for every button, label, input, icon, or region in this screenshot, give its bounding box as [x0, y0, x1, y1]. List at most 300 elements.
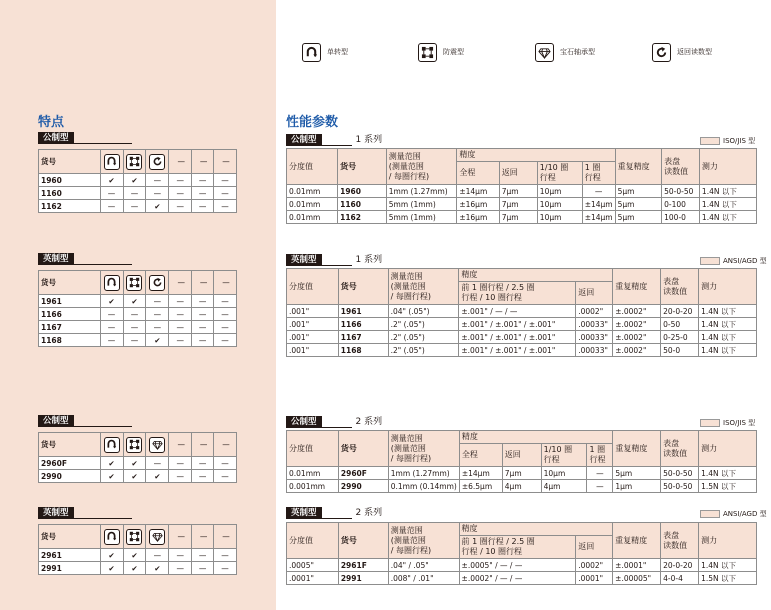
spec-cell: 1166 — [338, 318, 388, 331]
standard-label: ANSI/AGD 型 — [723, 257, 767, 265]
feature-cell: — — [214, 321, 237, 334]
spec-cell: ±.001" / ±.001" / ±.001" — [459, 344, 576, 357]
feature-cell: — — [169, 321, 192, 334]
header-item-number: 货号 — [338, 431, 388, 467]
legend-label: 单转型 — [327, 48, 348, 56]
header-item-number: 货号 — [338, 269, 388, 305]
item-number: 1960 — [39, 174, 101, 187]
feature-table — [38, 432, 237, 483]
feature-cell: — — [192, 200, 214, 213]
type-label — [38, 506, 132, 519]
spec-cell: .2" (.05") — [388, 331, 459, 344]
spec-cell: .00033" — [576, 331, 613, 344]
feature-cell: — — [214, 457, 237, 470]
spec-cell: 10μm — [537, 211, 582, 224]
header-icon-cell — [123, 150, 146, 174]
table-row — [287, 305, 757, 318]
spec-cell: ±14μm — [582, 198, 615, 211]
feature-cell: — — [192, 549, 214, 562]
feature-cell: ✔ — [100, 295, 123, 308]
feature-cell: — — [100, 334, 123, 347]
type-label-text: 公制型 — [286, 134, 322, 146]
table-header-row — [39, 525, 237, 549]
spec-cell: .2" (.05") — [388, 344, 459, 357]
feature-cell: — — [192, 470, 214, 483]
header-empty-cell: — — [192, 271, 214, 295]
header-resolution: 分度值 — [287, 431, 339, 467]
item-number: 2960F — [39, 457, 101, 470]
spec-table — [286, 268, 757, 357]
header-empty-cell: — — [169, 271, 192, 295]
feature-cell: ✔ — [146, 334, 169, 347]
header-empty-cell: — — [214, 525, 237, 549]
feature-cell: — — [146, 549, 169, 562]
shockproof-icon — [126, 275, 142, 291]
spec-cell: 7μm — [502, 467, 541, 480]
spec-cell: ±.0001" — [613, 559, 661, 572]
header-one-rev: 1 圈 行程 — [582, 162, 615, 185]
spec-cell: 50-0-50 — [662, 185, 700, 198]
spec-cell: ±.001" / ±.001" / ±.001" — [459, 331, 576, 344]
type-label-text: 英制型 — [286, 507, 322, 519]
feature-cell: — — [192, 174, 214, 187]
spec-cell: 0.001mm — [287, 480, 339, 493]
spec-cell: ±16μm — [457, 211, 499, 224]
type-label — [38, 414, 132, 427]
table-row — [287, 198, 757, 211]
legend-shockproof — [418, 41, 464, 63]
table-row — [287, 331, 757, 344]
header-empty-cell: — — [214, 433, 237, 457]
spec-cell: 10μm — [541, 467, 587, 480]
header-icon-cell — [100, 525, 123, 549]
shockproof-icon — [126, 529, 142, 545]
header-retrace: 返回 — [576, 536, 613, 559]
standard-badge — [700, 136, 755, 146]
header-item-number: 货号 — [39, 150, 101, 174]
spec-cell: 1.4N 以下 — [699, 198, 756, 211]
table-row — [39, 334, 237, 347]
header-icon-cell — [100, 271, 123, 295]
spec-table — [286, 430, 757, 493]
spec-cell: 20-0-20 — [661, 305, 699, 318]
spec-cell: .001" — [287, 318, 339, 331]
spec-table — [286, 148, 757, 224]
type-label — [286, 133, 382, 146]
feature-cell: — — [123, 187, 146, 200]
table-header-row — [39, 271, 237, 295]
table-row — [39, 457, 237, 470]
table-header-row — [287, 149, 757, 162]
spec-cell: 50-0 — [661, 344, 699, 357]
header-dial-reading: 表盘 读数值 — [661, 431, 699, 467]
spec-cell: 2991 — [338, 572, 388, 585]
spec-cell: .0005" — [287, 559, 339, 572]
table-row — [287, 572, 757, 585]
spec-cell: .001" — [287, 305, 339, 318]
spec-cell: 0.01mm — [287, 211, 338, 224]
single-turn-icon — [104, 154, 120, 170]
legend-label: 防震型 — [443, 48, 464, 56]
spec-cell: 1.4N 以下 — [699, 211, 756, 224]
header-icon-cell — [123, 433, 146, 457]
feature-cell: ✔ — [100, 174, 123, 187]
type-label-text: 英制型 — [38, 507, 74, 519]
feature-cell: — — [192, 308, 214, 321]
feature-cell: — — [146, 174, 169, 187]
feature-cell: ✔ — [100, 457, 123, 470]
table-row — [287, 211, 757, 224]
header-accuracy: 精度 — [457, 149, 615, 162]
feature-table — [38, 270, 237, 347]
feature-cell: ✔ — [146, 200, 169, 213]
spec-cell: — — [587, 467, 613, 480]
spec-cell: 0.01mm — [287, 198, 338, 211]
item-number: 1168 — [39, 334, 101, 347]
feature-cell: — — [123, 321, 146, 334]
feature-cell: — — [146, 295, 169, 308]
feature-cell: ✔ — [100, 549, 123, 562]
feature-cell: — — [169, 174, 192, 187]
header-item-number: 货号 — [39, 271, 101, 295]
spec-cell: ±14μm — [457, 185, 499, 198]
feature-cell: — — [192, 562, 214, 575]
type-label-text: 公制型 — [38, 415, 74, 427]
header-empty-cell: — — [192, 433, 214, 457]
spec-cell: 1.4N 以下 — [699, 185, 756, 198]
feature-cell: — — [214, 308, 237, 321]
type-label-text: 英制型 — [286, 254, 322, 266]
spec-cell: 7μm — [499, 198, 537, 211]
table-row — [39, 562, 237, 575]
spec-cell: 0.01mm — [287, 467, 339, 480]
spec-cell: 1.4N 以下 — [699, 318, 757, 331]
feature-cell: — — [146, 308, 169, 321]
spec-cell: 5μm — [613, 467, 661, 480]
spec-cell: 1960 — [338, 185, 387, 198]
header-empty-cell: — — [169, 150, 192, 174]
feature-cell: ✔ — [123, 549, 146, 562]
type-label — [286, 415, 382, 428]
feature-cell: ✔ — [123, 470, 146, 483]
spec-cell: 1.5N 以下 — [699, 572, 757, 585]
header-retrace: 返回 — [499, 162, 537, 185]
feature-cell: — — [169, 470, 192, 483]
header-icon-cell — [100, 150, 123, 174]
header-item-number: 货号 — [39, 525, 101, 549]
feature-cell: — — [123, 334, 146, 347]
feature-cell: ✔ — [146, 470, 169, 483]
spec-cell: ±.0002" — [613, 331, 661, 344]
feature-cell: — — [192, 457, 214, 470]
header-empty-cell: — — [169, 525, 192, 549]
spec-cell: 1μm — [613, 480, 661, 493]
feature-cell: — — [214, 562, 237, 575]
legend-label: 宝石轴承型 — [560, 48, 595, 56]
features-title: 特点 — [38, 115, 65, 130]
feature-cell: — — [214, 470, 237, 483]
item-number: 1160 — [39, 187, 101, 200]
spec-cell: .04" (.05") — [388, 305, 459, 318]
standard-badge — [700, 509, 767, 519]
spec-cell: .008" / .01" — [388, 572, 459, 585]
header-icon-cell — [146, 525, 169, 549]
spec-cell: 1.4N 以下 — [699, 467, 757, 480]
header-item-number: 货号 — [338, 523, 388, 559]
spec-cell: ±.0002" — [613, 318, 661, 331]
series-label: 1 系列 — [355, 255, 383, 265]
table-header-row — [39, 150, 237, 174]
spec-cell: ±.0002" / — / — — [459, 572, 576, 585]
spec-cell: — — [587, 480, 613, 493]
table-row — [287, 467, 757, 480]
feature-cell: — — [100, 187, 123, 200]
standard-label: ANSI/AGD 型 — [723, 510, 767, 518]
spec-cell: 1167 — [338, 331, 388, 344]
header-resolution: 分度值 — [287, 269, 339, 305]
header-accuracy: 精度 — [459, 523, 613, 536]
feature-cell: — — [214, 200, 237, 213]
spec-cell: .00033" — [576, 318, 613, 331]
spec-cell: .04" / .05" — [388, 559, 459, 572]
spec-cell: 1162 — [338, 211, 387, 224]
header-range: 测量范围 (测量范围 / 每圈行程) — [388, 431, 459, 467]
spec-cell: 4-0-4 — [661, 572, 699, 585]
type-label — [286, 506, 382, 519]
shockproof-icon — [126, 154, 142, 170]
spec-cell: .0002" — [576, 305, 613, 318]
header-full-range: 前 1 圈行程 / 2.5 圈 行程 / 10 圈行程 — [459, 536, 576, 559]
header-dial-reading: 表盘 读数值 — [661, 523, 699, 559]
header-icon-cell — [146, 271, 169, 295]
header-full-range: 前 1 圈行程 / 2.5 圈 行程 / 10 圈行程 — [459, 282, 576, 305]
feature-cell: — — [192, 187, 214, 200]
header-icon-cell — [123, 271, 146, 295]
feature-cell: — — [214, 549, 237, 562]
spec-cell: 1961 — [338, 305, 388, 318]
header-retrace: 返回 — [576, 282, 613, 305]
jewel-bearing-icon — [149, 529, 165, 545]
header-empty-cell: — — [192, 150, 214, 174]
header-tenth-rev: 1/10 圈 行程 — [537, 162, 582, 185]
header-full-range: 全程 — [457, 162, 499, 185]
spec-cell: 7μm — [499, 185, 537, 198]
spec-cell: 10μm — [537, 185, 582, 198]
legend-reverse — [652, 41, 712, 63]
header-measuring-force: 测力 — [699, 149, 756, 185]
spec-cell: .2" (.05") — [388, 318, 459, 331]
table-row — [287, 185, 757, 198]
feature-cell: — — [100, 321, 123, 334]
table-header-row — [39, 433, 237, 457]
type-label-text: 公制型 — [38, 132, 74, 144]
legend-label: 返回读数型 — [677, 48, 712, 56]
header-accuracy: 精度 — [459, 269, 613, 282]
header-item-number: 货号 — [39, 433, 101, 457]
spec-cell: .00033" — [576, 344, 613, 357]
spec-cell: ±16μm — [457, 198, 499, 211]
header-dial-reading: 表盘 读数值 — [661, 269, 699, 305]
table-row — [39, 174, 237, 187]
spec-cell: .0001" — [576, 572, 613, 585]
header-repeatability: 重复精度 — [613, 431, 661, 467]
shockproof-icon — [126, 437, 142, 453]
spec-cell: 1.5N 以下 — [699, 480, 757, 493]
shockproof-icon — [418, 43, 437, 62]
spec-cell: 5μm — [615, 211, 662, 224]
header-empty-cell: — — [214, 150, 237, 174]
feature-cell: — — [169, 295, 192, 308]
feature-cell: — — [169, 308, 192, 321]
spec-table — [286, 522, 757, 585]
spec-cell: 50-0-50 — [661, 467, 699, 480]
standard-label: ISO/JIS 型 — [723, 419, 756, 427]
table-row — [39, 295, 237, 308]
feature-cell: — — [123, 308, 146, 321]
specs-title: 性能参数 — [286, 115, 339, 130]
header-full-range: 全程 — [459, 444, 502, 467]
header-measuring-force: 测力 — [699, 523, 757, 559]
feature-cell: — — [214, 334, 237, 347]
spec-cell: ±.0002" — [613, 305, 661, 318]
header-range: 测量范围 (测量范围 / 每圈行程) — [388, 269, 459, 305]
header-repeatability: 重复精度 — [615, 149, 662, 185]
header-accuracy: 精度 — [459, 431, 613, 444]
feature-cell: — — [100, 308, 123, 321]
legend-single-turn — [302, 41, 348, 63]
spec-cell: 10μm — [537, 198, 582, 211]
item-number: 2991 — [39, 562, 101, 575]
spec-cell: 1168 — [338, 344, 388, 357]
feature-cell: — — [100, 200, 123, 213]
spec-cell: ±14μm — [582, 211, 615, 224]
item-number: 2990 — [39, 470, 101, 483]
feature-cell: — — [169, 457, 192, 470]
header-item-number: 货号 — [338, 149, 387, 185]
table-row — [287, 344, 757, 357]
spec-cell: 4μm — [502, 480, 541, 493]
header-resolution: 分度值 — [287, 149, 338, 185]
item-number: 2961 — [39, 549, 101, 562]
spec-cell: 1.4N 以下 — [699, 331, 757, 344]
header-range: 测量范围 (测量范围 / 每圈行程) — [386, 149, 457, 185]
type-label — [286, 253, 382, 266]
series-label: 1 系列 — [355, 135, 383, 145]
table-header-row — [287, 431, 757, 444]
header-one-rev: 1 圈 行程 — [587, 444, 613, 467]
spec-cell: 0.1mm (0.14mm) — [388, 480, 459, 493]
series-label: 2 系列 — [355, 417, 383, 427]
single-turn-icon — [302, 43, 321, 62]
header-empty-cell: — — [214, 271, 237, 295]
header-repeatability: 重复精度 — [613, 523, 661, 559]
spec-cell: 1.4N 以下 — [699, 344, 757, 357]
table-row — [39, 187, 237, 200]
spec-cell: ±.001" / ±.001" / ±.001" — [459, 318, 576, 331]
spec-cell: 50-0-50 — [661, 480, 699, 493]
spec-cell: 0-25-0 — [661, 331, 699, 344]
table-row — [39, 321, 237, 334]
reverse-reading-icon — [652, 43, 671, 62]
header-tenth-rev: 1/10 圈 行程 — [541, 444, 587, 467]
feature-cell: — — [169, 334, 192, 347]
feature-cell: ✔ — [146, 562, 169, 575]
feature-cell: ✔ — [100, 470, 123, 483]
spec-cell: 0.01mm — [287, 185, 338, 198]
spec-cell: ±.0005" / — / — — [459, 559, 576, 572]
table-row — [287, 559, 757, 572]
header-resolution: 分度值 — [287, 523, 339, 559]
table-row — [39, 549, 237, 562]
feature-cell: — — [169, 562, 192, 575]
spec-cell: ±6.5μm — [459, 480, 502, 493]
table-header-row — [287, 523, 757, 536]
feature-cell: — — [146, 321, 169, 334]
spec-cell: 4μm — [541, 480, 587, 493]
standard-label: ISO/JIS 型 — [723, 137, 756, 145]
spec-cell: 0-50 — [661, 318, 699, 331]
header-measuring-force: 测力 — [699, 269, 757, 305]
spec-cell: ±14μm — [459, 467, 502, 480]
feature-cell: — — [146, 187, 169, 200]
type-label — [38, 252, 132, 265]
spec-cell: 1160 — [338, 198, 387, 211]
spec-cell: 1.4N 以下 — [699, 559, 757, 572]
header-empty-cell: — — [192, 525, 214, 549]
feature-cell: ✔ — [123, 174, 146, 187]
table-row — [287, 480, 757, 493]
legend-jewel — [535, 41, 595, 63]
spec-cell: 5μm — [615, 185, 662, 198]
spec-cell: 20-0-20 — [661, 559, 699, 572]
spec-cell: ±.00005" — [613, 572, 661, 585]
feature-cell: — — [169, 549, 192, 562]
spec-cell: 1mm (1.27mm) — [386, 185, 457, 198]
feature-cell: — — [169, 187, 192, 200]
feature-cell: — — [214, 187, 237, 200]
header-dial-reading: 表盘 读数值 — [662, 149, 700, 185]
feature-table — [38, 524, 237, 575]
feature-cell: — — [214, 295, 237, 308]
feature-cell: — — [146, 457, 169, 470]
spec-cell: .0001" — [287, 572, 339, 585]
reverse-reading-icon — [149, 275, 165, 291]
type-label-text: 公制型 — [286, 416, 322, 428]
feature-table — [38, 149, 237, 213]
feature-cell: — — [123, 200, 146, 213]
series-label: 2 系列 — [355, 508, 383, 518]
feature-cell: — — [192, 334, 214, 347]
header-retrace: 返回 — [502, 444, 541, 467]
table-row — [39, 470, 237, 483]
table-row — [287, 318, 757, 331]
spec-cell: 2990 — [338, 480, 388, 493]
spec-cell: 5mm (1mm) — [386, 198, 457, 211]
spec-cell: 5μm — [615, 198, 662, 211]
type-label — [38, 131, 132, 144]
single-turn-icon — [104, 529, 120, 545]
table-header-row — [287, 269, 757, 282]
feature-cell: ✔ — [123, 562, 146, 575]
spec-cell: — — [582, 185, 615, 198]
header-repeatability: 重复精度 — [613, 269, 661, 305]
item-number: 1162 — [39, 200, 101, 213]
header-icon-cell — [146, 150, 169, 174]
spec-cell: 2960F — [338, 467, 388, 480]
feature-cell: ✔ — [123, 295, 146, 308]
item-number: 1166 — [39, 308, 101, 321]
spec-cell: 100-0 — [662, 211, 700, 224]
